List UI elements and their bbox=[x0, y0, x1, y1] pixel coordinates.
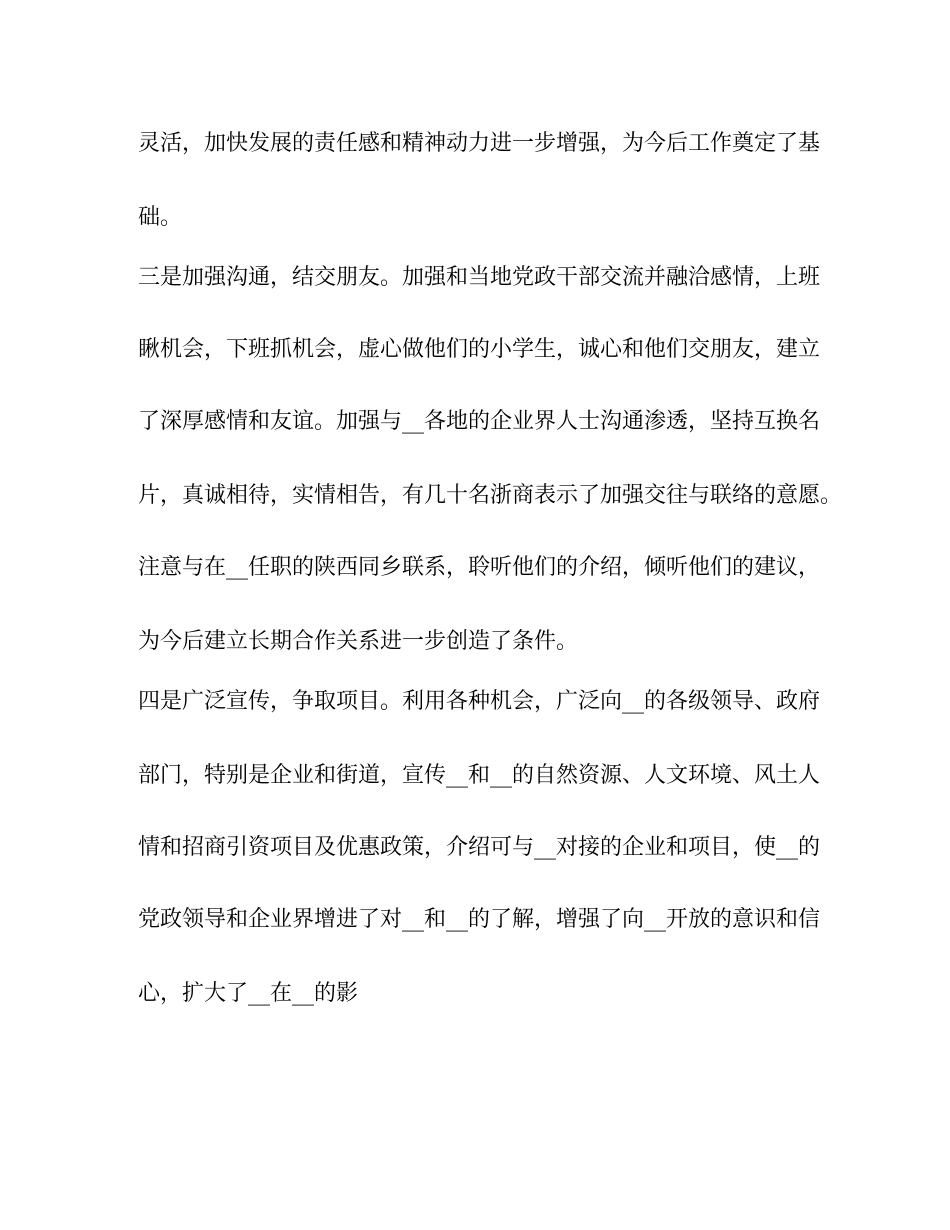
text-line-9: 四是广泛宣传，争取项目。利用各种机会，广泛向__的各级领导、政府 bbox=[138, 689, 821, 714]
text-line-12: 党政领导和企业界增进了对__和__的了解，增强了向__开放的意识和信 bbox=[138, 907, 821, 932]
text-line-5: 了深厚感情和友谊。加强与__各地的企业界人士沟通渗透，坚持互换名 bbox=[138, 409, 821, 434]
text-line-8: 为今后建立长期合作关系进一步创造了条件。 bbox=[138, 629, 579, 654]
text-line-4: 瞅机会，下班抓机会，虚心做他们的小学生，诚心和他们交朋友，建立 bbox=[138, 337, 821, 362]
text-line-2: 础。 bbox=[138, 205, 183, 230]
text-line-6: 片，真诚相待，实情相告，有几十名浙商表示了加强交往与联络的意愿。 bbox=[138, 483, 843, 508]
text-line-13: 心，扩大了__在__的影 bbox=[138, 981, 359, 1006]
text-line-10: 部门，特别是企业和街道，宣传__和__的自然资源、人文环境、风土人 bbox=[138, 763, 821, 788]
text-line-7: 注意与在__任职的陕西同乡联系，聆听他们的介绍，倾听他们的建议， bbox=[138, 555, 821, 580]
text-line-1: 灵活，加快发展的责任感和精神动力进一步增强，为今后工作奠定了基 bbox=[138, 131, 821, 156]
text-line-3: 三是加强沟通，结交朋友。加强和当地党政干部交流并融洽感情，上班 bbox=[138, 265, 821, 290]
text-line-11: 情和招商引资项目及优惠政策，介绍可与__对接的企业和项目，使__的 bbox=[138, 835, 821, 860]
